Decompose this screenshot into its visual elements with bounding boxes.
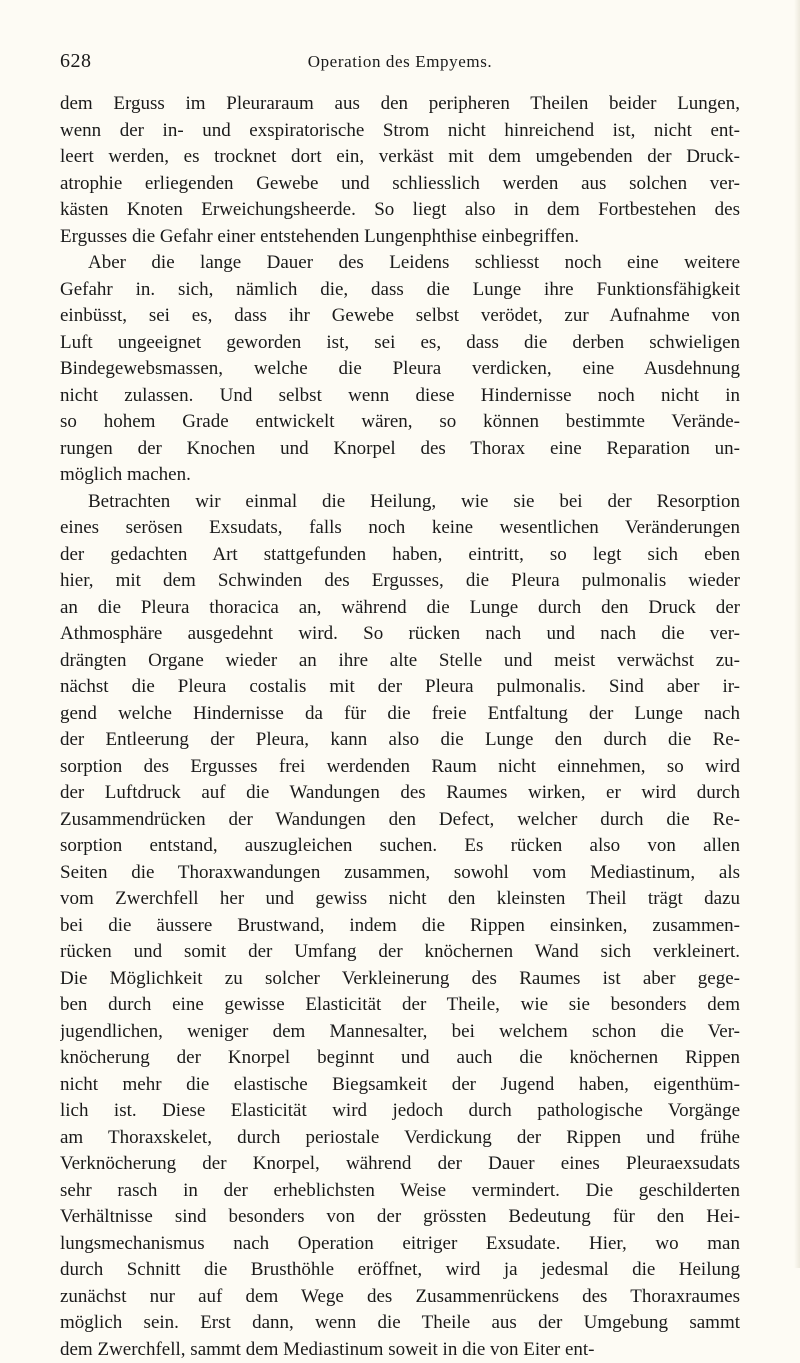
text-line: zunächst nur auf dem Wege des Zusammenrückens des Thoraxraumes — [60, 1284, 740, 1311]
text-line: rücken und somit der Umfang der knöchernen Wand sich verkleinert. — [60, 939, 740, 966]
text-line: Verknöcherung der Knorpel, während der Dauer eines Pleuraexsudats — [60, 1151, 740, 1178]
text-line: der gedachten Art stattgefunden haben, eintritt, so legt sich eben — [60, 542, 740, 569]
text-line: wenn der in- und exspiratorische Strom nicht hinreichend ist, nicht ent- — [60, 118, 740, 145]
text-line: am Thoraxskelet, durch periostale Verdickung der Rippen und frühe — [60, 1125, 740, 1152]
text-line: lungsmechanismus nach Operation eitriger Exsudate. Hier, wo man — [60, 1231, 740, 1258]
text-line: Die Möglichkeit zu solcher Verkleinerung des Raumes ist aber gege- — [60, 966, 740, 993]
text-line: Ergusses die Gefahr einer entstehenden Lungenphthise einbegriffen. — [60, 224, 740, 251]
text-line: kästen Knoten Erweichungsheerde. So liegt also in dem Fortbestehen des — [60, 197, 740, 224]
running-title: Operation des Empyems. — [60, 52, 740, 72]
text-line: eines serösen Exsudats, falls noch keine wesentlichen Veränderungen — [60, 515, 740, 542]
paragraph — [60, 91, 740, 250]
text-line: dem Erguss im Pleuraraum aus den peripheren Theilen beider Lungen, — [60, 91, 740, 118]
text-line: Athmosphäre ausgedehnt wird. So rücken nach und nach die ver- — [60, 621, 740, 648]
text-line: vom Zwerchfell her und gewiss nicht den kleinsten Theil trägt dazu — [60, 886, 740, 913]
text-line: hier, mit dem Schwinden des Ergusses, die Pleura pulmonalis wieder — [60, 568, 740, 595]
text-line: an die Pleura thoracica an, während die Lunge durch den Druck der — [60, 595, 740, 622]
paragraph — [60, 489, 740, 1363]
text-line: drängten Organe wieder an ihre alte Stelle und meist verwächst zu- — [60, 648, 740, 675]
text-line: Gefahr in. sich, nämlich die, dass die Lunge ihre Funktionsfähigkeit — [60, 277, 740, 304]
text-line: bei die äussere Brustwand, indem die Rippen einsinken, zusammen- — [60, 913, 740, 940]
text-line: jugendlichen, weniger dem Mannesalter, bei welchem schon die Ver- — [60, 1019, 740, 1046]
text-line: leert werden, es trocknet dort ein, verkäst mit dem umgebenden der Druck- — [60, 144, 740, 171]
text-line: nächst die Pleura costalis mit der Pleura pulmonalis. Sind aber ir- — [60, 674, 740, 701]
paragraph — [60, 250, 740, 489]
text-line: Betrachten wir einmal die Heilung, wie sie bei der Resorption — [60, 489, 740, 516]
text-line: möglich machen. — [60, 462, 740, 489]
text-line: ben durch eine gewisse Elasticität der Theile, wie sie besonders dem — [60, 992, 740, 1019]
text-line: gend welche Hindernisse da für die freie Entfaltung der Lunge nach — [60, 701, 740, 728]
text-line: Verhältnisse sind besonders von der grössten Bedeutung für den Hei- — [60, 1204, 740, 1231]
text-line: nicht zulassen. Und selbst wenn diese Hindernisse noch nicht in — [60, 383, 740, 410]
text-line: knöcherung der Knorpel beginnt und auch die knöchernen Rippen — [60, 1045, 740, 1072]
text-line: sehr rasch in der erheblichsten Weise vermindert. Die geschilderten — [60, 1178, 740, 1205]
text-line: Luft ungeeignet geworden ist, sei es, dass die derben schwieligen — [60, 330, 740, 357]
text-line: durch Schnitt die Brusthöhle eröffnet, wird ja jedesmal die Heilung — [60, 1257, 740, 1284]
page-header — [60, 50, 740, 80]
text-line: einbüsst, sei es, dass ihr Gewebe selbst verödet, zur Aufnahme von — [60, 303, 740, 330]
text-line: so hohem Grade entwickelt wären, so können bestimmte Verände- — [60, 409, 740, 436]
text-line: Aber die lange Dauer des Leidens schliesst noch eine weitere — [60, 250, 740, 277]
text-line: nicht mehr die elastische Biegsamkeit der Jugend haben, eigenthüm- — [60, 1072, 740, 1099]
text-line: atrophie erliegenden Gewebe und schliesslich werden aus solchen ver- — [60, 171, 740, 198]
text-line: der Entleerung der Pleura, kann also die Lunge den durch die Re- — [60, 727, 740, 754]
text-line: lich ist. Diese Elasticität wird jedoch durch pathologische Vorgänge — [60, 1098, 740, 1125]
page-number: 628 — [60, 50, 92, 73]
text-line: Zusammendrücken der Wandungen den Defect, welcher durch die Re- — [60, 807, 740, 834]
text-line: rungen der Knochen und Knorpel des Thorax eine Reparation un- — [60, 436, 740, 463]
text-line: der Luftdruck auf die Wandungen des Raumes wirken, er wird durch — [60, 780, 740, 807]
body-text — [60, 91, 740, 1363]
text-line: sorption entstand, auszugleichen suchen. Es rücken also von allen — [60, 833, 740, 860]
text-line: möglich sein. Erst dann, wenn die Theile aus der Umgebung sammt — [60, 1310, 740, 1337]
text-line: sorption des Ergusses frei werdenden Raum nicht einnehmen, so wird — [60, 754, 740, 781]
page-edge-shadow — [794, 0, 800, 1268]
text-line: dem Zwerchfell, sammt dem Mediastinum soweit in die von Eiter ent- — [60, 1337, 740, 1363]
text-line: Bindegewebsmassen, welche die Pleura verdicken, eine Ausdehnung — [60, 356, 740, 383]
text-line: Seiten die Thoraxwandungen zusammen, sowohl vom Mediastinum, als — [60, 860, 740, 887]
